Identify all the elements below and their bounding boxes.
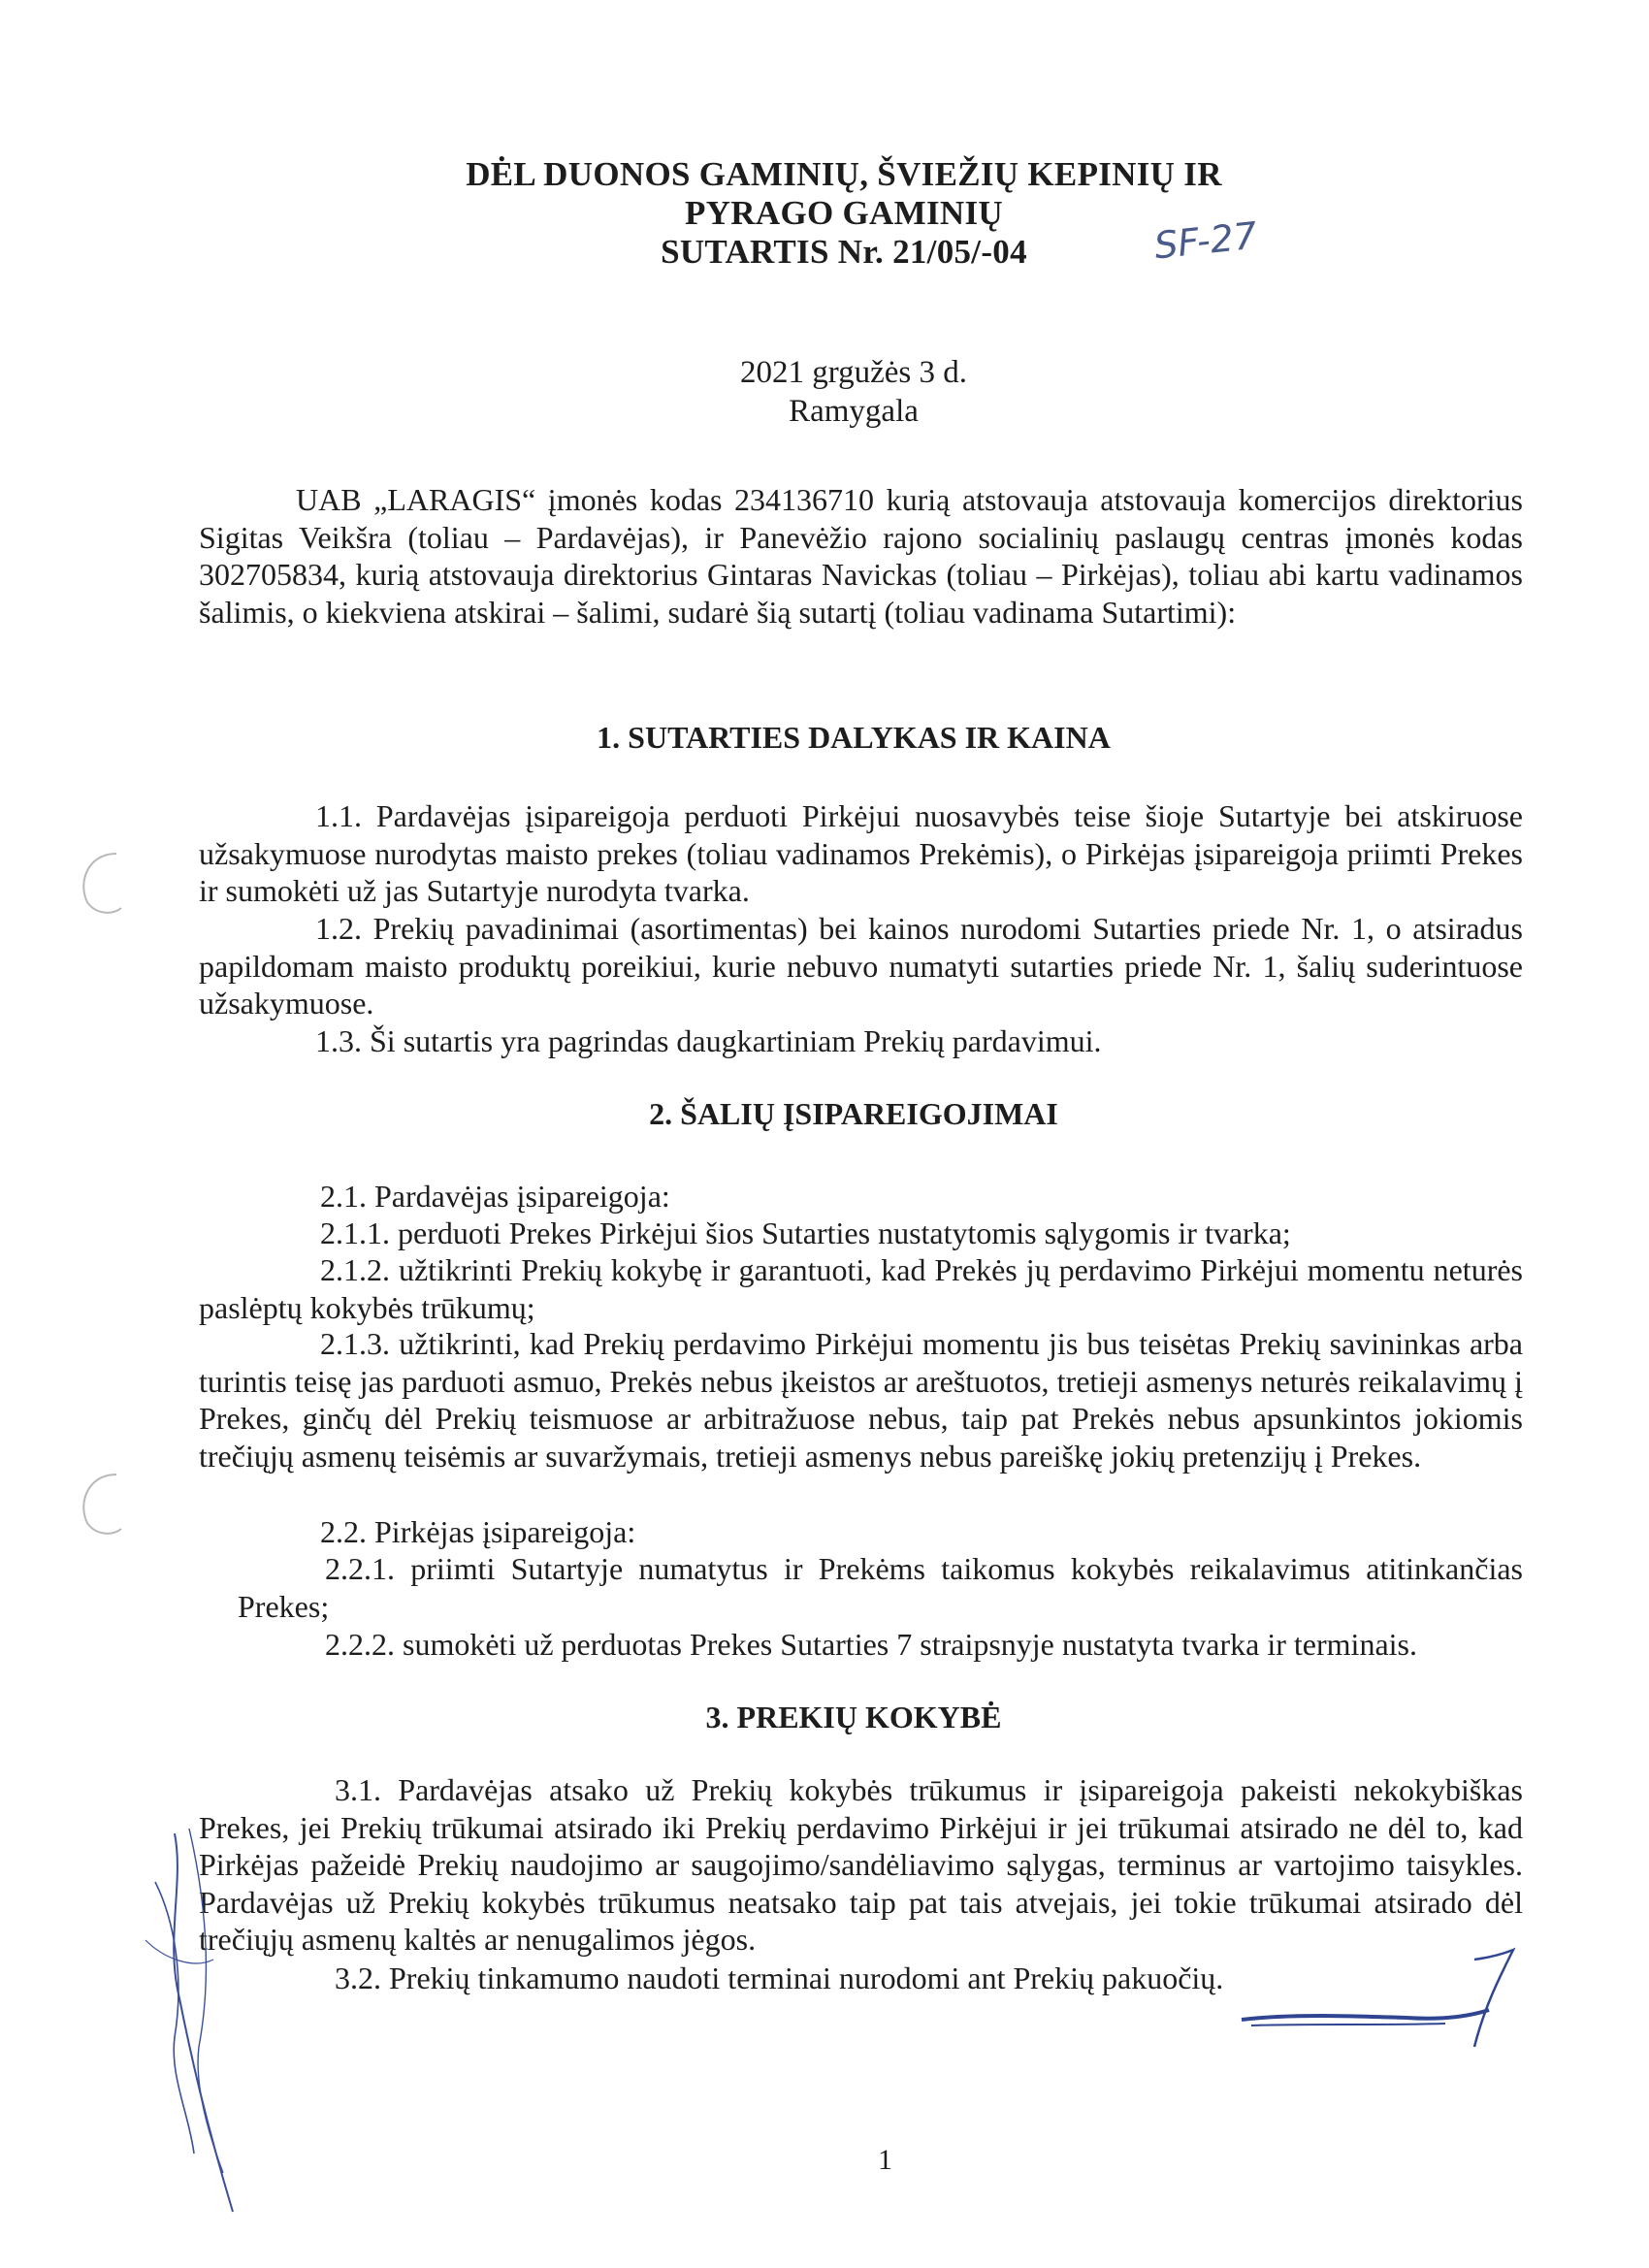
punch-hole-mark bbox=[68, 844, 136, 922]
section-3-heading: 3. PREKIŲ KOKYBĖ bbox=[705, 1700, 1002, 1734]
page-number: 1 bbox=[878, 2144, 892, 2176]
title-line-2: PYRAGO GAMINIŲ bbox=[685, 194, 1003, 232]
section-2-heading: 2. ŠALIŲ ĮSIPAREIGOJIMAI bbox=[649, 1096, 1058, 1131]
clause-2-1-2: 2.1.2. užtikrinti Prekių kokybę ir garantuoti, kad Prekės jų perdavimo Pirkėjui momentu neturės paslėptų kokybės trūkumų; bbox=[199, 1252, 1523, 1325]
title-line-1: DĖL DUONOS GAMINIŲ, ŠVIEŽIŲ KEPINIŲ IR bbox=[466, 155, 1222, 193]
clause-3-2: 3.2. Prekių tinkamumo naudoti terminai nurodomi ant Prekių pakuočių. bbox=[335, 1960, 1224, 1995]
clause-2-1: 2.1. Pardavėjas įsipareigoja: bbox=[320, 1179, 670, 1214]
clause-2-2: 2.2. Pirkėjas įsipareigoja: bbox=[320, 1514, 636, 1549]
clause-2-1-1: 2.1.1. perduoti Prekes Pirkėjui šios Sutarties nustatytomis sąlygomis ir tvarka; bbox=[320, 1215, 1291, 1250]
section-1-heading: 1. SUTARTIES DALYKAS IR KAINA bbox=[597, 720, 1111, 755]
clause-3-1: 3.1. Pardavėjas atsako už Prekių kokybės trūkumus ir įsipareigoja pakeisti nekokybiškas Prekes, jei Prekių trūkumai atsirado iki Prekių perdavimo Pirkėjui ir jei trūkumai atsirado ne dėl to, kad Pirkėjas pažeidė Prekių naudojimo ar saugojimo/sandėliavimo sąlygas, terminus ar vartojimo taisykles. Pardavėjas už Prekių kokybės trūkumus neatsako taip pat tais atvejais, jei tokie trūkumai atsirado dėl trečiųjų asmenų kaltės ar nenugalimos jėgos. bbox=[199, 1772, 1523, 1958]
punch-hole-mark-2 bbox=[68, 1465, 136, 1542]
contract-number: SUTARTIS Nr. 21/05/-04 bbox=[661, 233, 1027, 271]
handwritten-note: SF-27 bbox=[1151, 213, 1259, 268]
clause-2-2-1: 2.2.1. priimti Sutartyje numatytus ir Prekėms taikomus kokybės reikalavimus atitinkančias Prekes; bbox=[238, 1551, 1523, 1624]
contract-place: Ramygala bbox=[789, 394, 919, 429]
clause-1-3: 1.3. Ši sutartis yra pagrindas daugkartiniam Prekių pardavimui. bbox=[315, 1023, 1102, 1058]
contract-date: 2021 grgužės 3 d. bbox=[739, 355, 968, 390]
clause-2-1-3: 2.1.3. užtikrinti, kad Prekių perdavimo Pirkėjui momentu jis bus teisėtas Prekių savininkas arba turintis teisę jas parduoti asmuo, Prekės nebus įkeistos ar areštuotos, tretieji asmenys neturės reikalavimų į Prekes, ginčų dėl Prekių teismuose ar arbitražuose nebus, taip pat Prekės nebus apsunkintos jokiomis trečiųjų asmenų teisėmis ar suvaržymais, tretieji asmenys nebus pareiškę jokių pretenzijų į Prekes. bbox=[199, 1326, 1523, 1474]
clause-1-1: 1.1. Pardavėjas įsipareigoja perduoti Pirkėjui nuosavybės teise šioje Sutartyje bei atskiruose užsakymuose nurodytas maisto prekes (toliau vadinamos Prekėmis), o Pirkėjas įsipareigoja priimti Prekes ir sumokėti už jas Sutartyje nurodyta tvarka. bbox=[199, 798, 1523, 909]
intro-paragraph: UAB „LARAGIS“ įmonės kodas 234136710 kurią atstovauja atstovauja komercijos direktorius Sigitas Veikšra (toliau – Pardavėjas), ir Panevėžio rajono socialinių paslaugų centras įmonės kodas 302705834, kurią atstovauja direktorius Gintaras Navickas (toliau – Pirkėjas), toliau abi kartu vadinamos šalimis, o kiekviena atskirai – šalimi, sudarė šią sutartį (toliau vadinama Sutartimi): bbox=[199, 482, 1523, 630]
clause-2-2-2: 2.2.2. sumokėti už perduotas Prekes Sutarties 7 straipsnyje nustatyta tvarka ir terminais. bbox=[325, 1627, 1417, 1662]
clause-1-2: 1.2. Prekių pavadinimai (asortimentas) bei kainos nurodomi Sutarties priede Nr. 1, o atsiradus papildomam maisto produktų poreikiui, kurie nebuvo numatyti sutarties priede Nr. 1, šalių suderintuose užsakymuose. bbox=[199, 911, 1523, 1021]
